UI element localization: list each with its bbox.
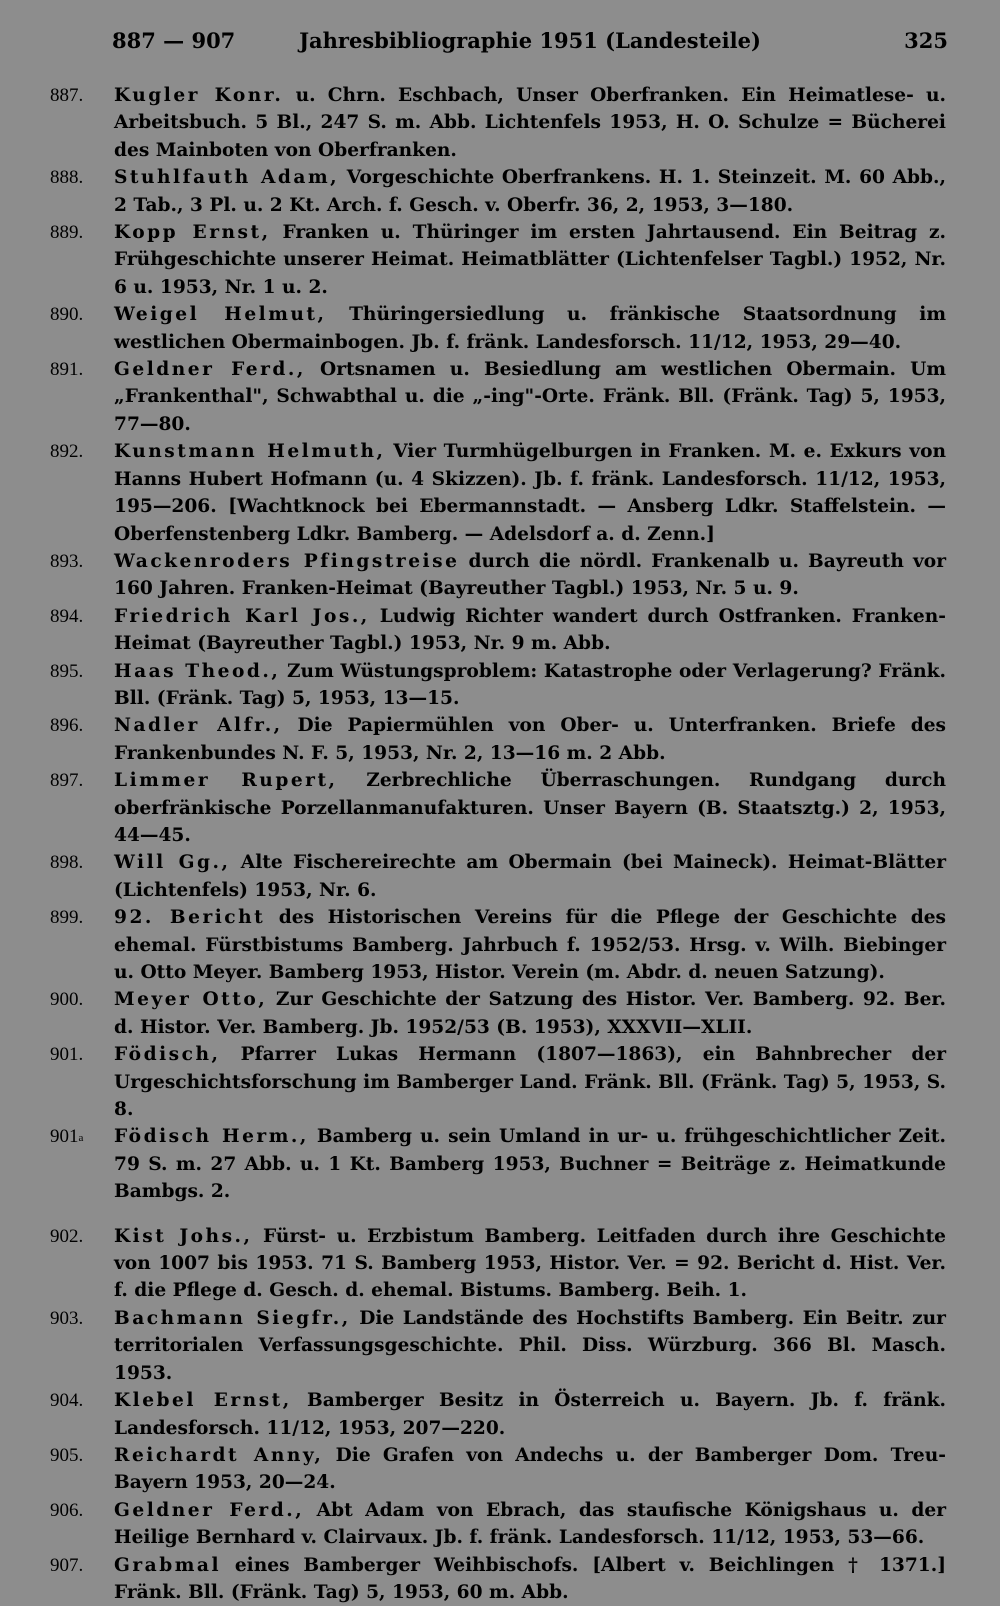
entry-citation: Alte Fischereirechte am Obermain (bei Maineck). Heimat-Blätter (Lichtenfels) 1953, Nr. 6. [114,852,946,901]
entry-text [114,1552,946,1606]
entry-citation: Zerbrechliche Überraschungen. Rundgang durch oberfränkische Porzellanmanufakturen. Unser Bayern (B. Staatsztg.) 2, 1953, 44—45. [114,770,946,846]
entry-number: 899. [50,907,84,929]
entry-number: 893. [50,550,84,572]
entry-text [114,164,946,219]
page-header [112,28,948,60]
entry-author: 92. Bericht [114,907,266,929]
bibliography-entry [50,548,946,603]
entry-author: Meyer Otto, [114,989,268,1011]
entry-number: 898. [50,852,84,874]
entry-number: 896. [50,715,84,737]
entry-number: 891. [50,359,84,381]
entry-author: Limmer Rupert, [114,770,338,792]
entry-number: 905. [50,1444,84,1466]
entry-text [114,548,946,603]
entry-number-suffix: a [78,1132,84,1145]
entry-author: Födisch, [114,1044,221,1066]
entry-author: Kist Johs., [114,1225,253,1247]
entry-citation: Vorgeschichte Oberfrankens. H. 1. Steinzeit. M. 60 Abb., 2 Tab., 3 Pl. u. 2 Kt. Arch. f. Gesch. v. Oberfr. 36, 2, 1953, 3—180. [114,167,946,216]
entry-citation: Abt Adam von Ebrach, das staufische Königshaus u. der Heilige Bernhard v. Clairvaux. Jb. f. fränk. Landesforsch. 11/12, 1953, 53—66. [114,1499,946,1549]
bibliography-entry [50,1497,946,1552]
entry-number: 907. [50,1554,84,1576]
entry-author: Friedrich Karl Jos., [114,605,370,627]
entry-citation: Zum Wüstungsproblem: Katastrophe oder Verlagerung? Fränk. Bll. (Fränk. Tag) 5, 1953, 13—15. [114,660,946,709]
entry-author: Geldner Ferd., [114,1499,305,1521]
entry-citation: Ortsnamen u. Besiedlung am westlichen Obermain. Um „Frankenthal", Schwabthal u. die „-ing"-Orte. Fränk. Bll. (Fränk. Tag) 5, 1953, 77—80. [114,359,947,435]
entry-number: 906. [50,1499,84,1521]
entry-citation: Thüringersiedlung u. fränkische Staatsordnung im westlichen Obermainbogen. Jb. f. fränk. Landesforsch. 11/12, 1953, 29—40. [114,304,946,353]
entry-citation: Die Grafen von Andechs u. der Bamberger Dom. Treu-Bayern 1953, 20—24. [114,1444,946,1494]
entry-text [114,1442,946,1497]
entry-range: 887 — 907 [112,28,236,53]
entry-citation: Ludwig Richter wandert durch Ostfranken. Franken-Heimat (Bayreuther Tagbl.) 1953, Nr. 9 m. Abb. [114,605,946,655]
entry-number: 889. [50,222,84,244]
bibliography-entry [50,986,946,1041]
entry-author: Klebel Ernst, [114,1390,292,1412]
bibliography-entry [50,82,946,164]
bibliography-entry [50,219,946,301]
entry-citation: u. Chrn. Eschbach, Unser Oberfranken. Ein Heimatlese- u. Arbeitsbuch. 5 Bl., 247 S. m. Abb. Lichtenfels 1953, H. O. Schulze = Bücherei des Mainboten von Oberfranken. [114,85,946,161]
entry-text [114,603,946,658]
entry-citation: Franken u. Thüringer im ersten Jahrtausend. Ein Beitrag z. Frühgeschichte unserer Heimat. Heimatblätter (Lichtenfelser Tagbl.) 1952, Nr. 6 u. 1953, Nr. 1 u. 2. [114,222,946,298]
entry-author: Wackenroders Pfingstreise [114,550,460,572]
bibliography-entry [50,904,946,986]
entry-author: Kugler Konr. [114,85,284,106]
entry-text [114,1497,946,1552]
entry-author: Nadler Alfr., [114,715,283,737]
entry-text [114,767,946,849]
bibliography-entry [50,1552,946,1606]
bibliography-entry [50,1123,946,1205]
entry-number: 901$^a$ [50,1126,84,1148]
entry-number: 895. [50,660,84,682]
entry-author: Kunstmann Helmuth, [114,441,386,463]
bibliography-entry [50,603,946,658]
entry-citation: eines Bamberger Weihbischofs. [Albert v. Beichlingen † 1371.] Fränk. Bll. (Fränk. Tag) 5, 1953, 60 m. Abb. [114,1554,946,1603]
bibliography-entry [50,1387,946,1442]
entry-text [114,82,946,164]
entry-citation: Die Landstände des Hochstifts Bamberg. Ein Beitr. zur territorialen Verfassungsgeschichte. Phil. Diss. Würzburg. 366 Bl. Masch. 1953. [114,1307,946,1384]
bibliography-entry [50,1442,946,1497]
bibliography-entry [50,1223,946,1305]
bibliography-entry [50,438,946,548]
entry-author: Haas Theod., [114,660,281,682]
entry-text [114,1223,946,1305]
entry-citation: Bamberger Besitz in Österreich u. Bayern. Jb. f. fränk. Landesforsch. 11/12, 1953, 207—220. [114,1390,946,1439]
entry-text [114,849,946,904]
entry-text [114,1123,946,1205]
entry-citation: Pfarrer Lukas Hermann (1807—1863), ein Bahnbrecher der Urgeschichtsforschung im Bamberger Land. Fränk. Bll. (Fränk. Tag) 5, 1953, S. 8. [114,1044,947,1121]
entry-number: 900. [50,989,84,1011]
entry-citation: Vier Turmhügelburgen in Franken. M. e. Exkurs von Hanns Hubert Hofmann (u. 4 Skizzen). Jb. f. fränk. Landesforsch. 11/12, 1953, 195—206. [Wachtknock bei Ebermannstadt. — Ansberg Ldkr. Staffelstein. — Oberfenstenberg Ldkr. Bamberg. — Adelsdorf a. d. Zenn.] [114,441,946,545]
entry-author: Weigel Helmut, [114,304,327,326]
entry-text [114,1387,946,1442]
entry-number: 892. [50,441,84,463]
entry-citation: Fürst- u. Erzbistum Bamberg. Leitfaden durch ihre Geschichte von 1007 bis 1953. 71 S. Bamberg 1953, Histor. Ver. = 92. Bericht d. Hist. Ver. f. die Pflege d. Gesch. d. ehemal. Bistums. Bamberg. Beih. 1. [114,1225,946,1302]
entry-number: 897. [50,770,84,792]
entry-text [114,438,946,548]
entry-author: Geldner Ferd., [114,359,306,381]
entry-author: Bachmann Siegfr., [114,1307,351,1329]
entry-text [114,356,946,438]
entry-author: Födisch Herm., [114,1126,309,1148]
entry-text [114,904,946,986]
entry-text [114,658,946,713]
entry-number: 890. [50,304,84,326]
entry-citation: Zur Geschichte der Satzung des Histor. Ver. Bamberg. 92. Ber. d. Histor. Ver. Bamberg. Jb. 1952/53 (B. 1953), XXXVII—XLII. [114,989,946,1038]
entry-author: Grabmal [114,1554,222,1576]
entry-author: Reichardt Anny, [114,1444,324,1466]
entry-text [114,986,946,1041]
entry-citation: des Historischen Vereins für die Pflege der Geschichte des ehemal. Fürstbistums Bamberg. Jahrbuch f. 1952/53. Hrsg. v. Wilh. Biebinger u. Otto Meyer. Bamberg 1953, Histor. Verein (m. Abdr. d. neuen Satzung). [114,907,947,983]
entry-number: 894. [50,605,84,627]
entry-number: 901. [50,1044,84,1066]
entry-citation: Bamberg u. sein Umland in ur- u. frühgeschichtlicher Zeit. 79 S. m. 27 Abb. u. 1 Kt. Bamberg 1953, Buchner = Beiträge z. Heimatkunde Bambgs. 2. [114,1126,946,1203]
bibliography-entry [50,1041,946,1123]
bibliography-entry [50,301,946,356]
bibliography-entry [50,712,946,767]
entry-author: Will Gg., [114,852,231,874]
entry-text [114,219,946,301]
entry-text [114,1041,946,1123]
entry-number: 888. [50,167,84,189]
entry-number: 903. [50,1307,84,1329]
entry-text [114,712,946,767]
entry-text [114,1305,946,1387]
bibliography-entry [50,658,946,713]
bibliography-entry [50,849,946,904]
entry-text [114,301,946,356]
entry-author: Kopp Ernst, [114,222,271,244]
bibliography-entry [50,767,946,849]
entry-number: 887. [50,85,84,106]
bibliography-entry [50,356,946,438]
entry-citation: durch die nördl. Frankenalb u. Bayreuth vor 160 Jahren. Franken-Heimat (Bayreuther Tagbl.) 1953, Nr. 5 u. 9. [114,550,946,600]
entry-number: 902. [50,1225,84,1247]
entry-author: Stuhlfauth Adam, [114,167,340,189]
bibliography-entry [50,1305,946,1387]
bibliography-entry [50,164,946,219]
running-title: Jahresbibliographie 1951 (Landesteile) [299,28,761,53]
entry-number: 904. [50,1390,84,1412]
entry-list [50,82,946,1606]
entry-citation: Die Papiermühlen von Ober- u. Unterfranken. Briefe des Frankenbundes N. F. 5, 1953, Nr. 2, 13—16 m. 2 Abb. [114,715,946,764]
page-number: 325 [904,28,948,53]
